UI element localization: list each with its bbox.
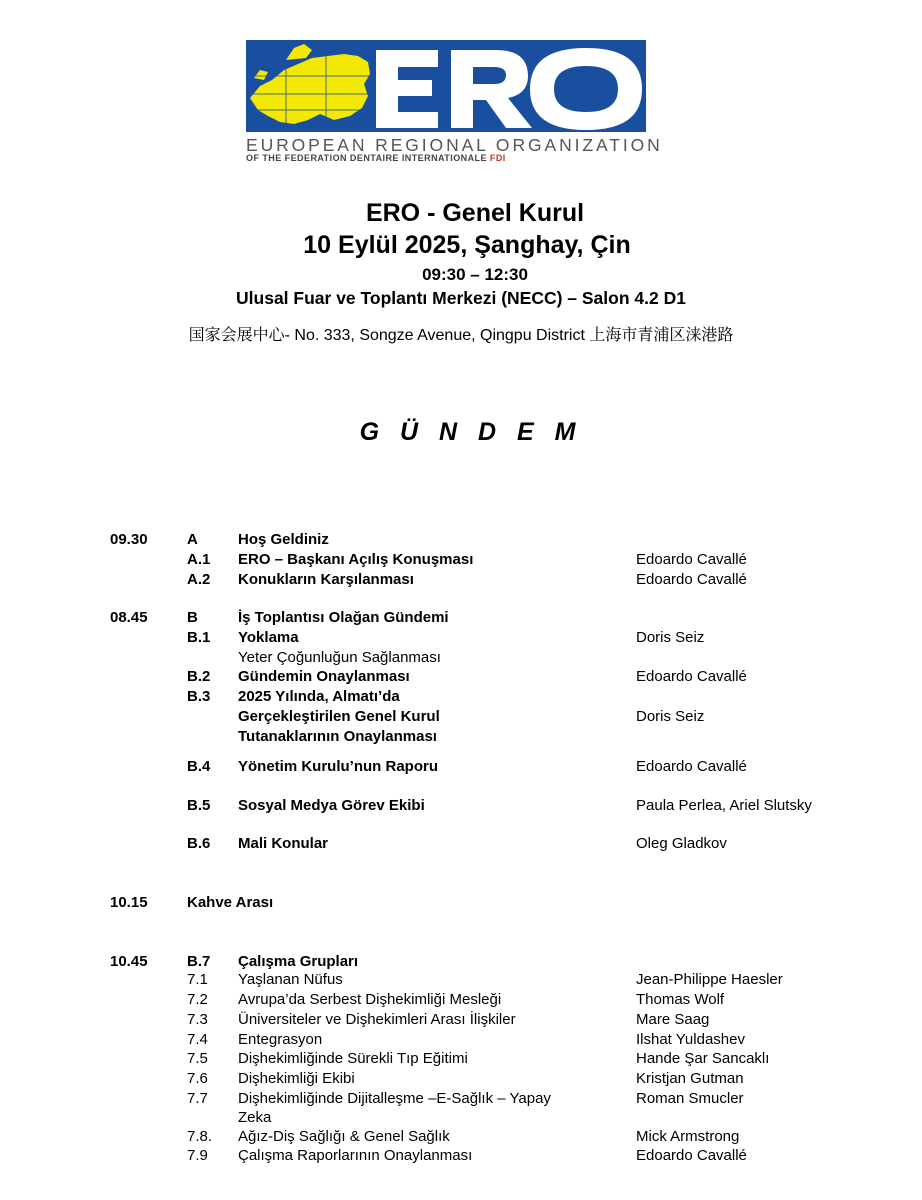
agenda-code: A — [187, 531, 198, 548]
agenda-title: Çalışma Raporlarının Onaylanması — [238, 1147, 473, 1164]
agenda-title: Yaşlanan Nüfus — [238, 971, 343, 988]
agenda-code: 7.8. — [187, 1128, 213, 1145]
agenda-presenter: Edoardo Cavallé — [636, 758, 747, 775]
agenda-code: 7.7 — [187, 1090, 208, 1107]
agenda-title: Ağız-Diş Sağlığı & Genel Sağlık — [238, 1128, 450, 1145]
venue: Ulusal Fuar ve Toplantı Merkezi (NECC) – Salon 4.2 D1 — [236, 288, 686, 308]
agenda-row — [0, 796, 922, 816]
agenda-title: İş Toplantısı Olağan Gündemi — [238, 609, 449, 626]
agenda-code: 7.1 — [187, 971, 208, 988]
agenda-code: 7.2 — [187, 991, 208, 1008]
agenda-row — [0, 1089, 922, 1109]
agenda-presenter: Paula Perlea, Ariel Slutsky — [636, 797, 812, 814]
agenda-row — [0, 893, 922, 913]
agenda-title: Zeka — [238, 1109, 272, 1126]
agenda-code: B.3 — [187, 688, 211, 705]
agenda-code: B.6 — [187, 835, 211, 852]
agenda-presenter: Doris Seiz — [636, 629, 705, 646]
agenda-row — [0, 1108, 922, 1128]
agenda-presenter: Hande Şar Sancaklı — [636, 1050, 770, 1067]
address: 国家会展中心- No. 333, Songze Avenue, Qingpu District 上海市青浦区涞港路 — [188, 327, 734, 344]
agenda-row — [0, 834, 922, 854]
agenda-row — [0, 727, 922, 747]
agenda-presenter: Edoardo Cavallé — [636, 571, 747, 588]
agenda-time: 10.15 — [110, 894, 148, 911]
agenda-title: Avrupa’da Serbest Dişhekimliği Mesleği — [238, 991, 502, 1008]
agenda-code: B.4 — [187, 758, 211, 775]
agenda-presenter: Edoardo Cavallé — [636, 668, 747, 685]
agenda-row — [0, 1146, 922, 1166]
agenda-row — [0, 608, 922, 628]
agenda-row — [0, 1127, 922, 1147]
agenda-code: 7.3 — [187, 1011, 208, 1028]
agenda-code: 7.6 — [187, 1070, 208, 1087]
agenda-presenter: Edoardo Cavallé — [636, 551, 747, 568]
agenda-row — [0, 970, 922, 990]
agenda-row — [0, 990, 922, 1010]
agenda-title: 2025 Yılında, Almatı’da — [238, 688, 400, 705]
agenda-code: B — [187, 609, 198, 626]
agenda-title: Gündemin Onaylanması — [238, 668, 410, 685]
agenda-row — [0, 667, 922, 687]
org-subname — [246, 153, 506, 163]
agenda-presenter: Edoardo Cavallé — [636, 1147, 747, 1164]
agenda-title: Gerçekleştirilen Genel Kurul — [238, 708, 440, 725]
agenda-row — [0, 707, 922, 727]
agenda-code: 7.9 — [187, 1147, 208, 1164]
agenda-title: ERO – Başkanı Açılış Konuşması — [238, 551, 474, 568]
agenda-row — [0, 1030, 922, 1050]
agenda-presenter: Mick Armstrong — [636, 1128, 740, 1145]
agenda-row — [0, 1069, 922, 1089]
agenda-code: A.1 — [187, 551, 211, 568]
agenda-title: Yeter Çoğunluğun Sağlanması — [238, 649, 441, 666]
ero-logo-graphic — [246, 40, 646, 135]
agenda-title: Üniversiteler ve Dişhekimleri Arası İlişkiler — [238, 1011, 516, 1028]
agenda-presenter: Mare Saag — [636, 1011, 710, 1028]
agenda-presenter: Thomas Wolf — [636, 991, 725, 1008]
agenda-row — [0, 1049, 922, 1069]
agenda-title: Sosyal Medya Görev Ekibi — [238, 797, 425, 814]
agenda-code: 7.5 — [187, 1050, 208, 1067]
agenda-row — [0, 757, 922, 777]
fdi-mark: FDI — [489, 153, 506, 163]
agenda-row — [0, 952, 922, 972]
agenda-row — [0, 1010, 922, 1030]
agenda-row — [0, 570, 922, 590]
date-place: 10 Eylül 2025, Şanghay, Çin — [303, 231, 631, 259]
agenda-presenter: Oleg Gladkov — [636, 835, 727, 852]
agenda-title: Yoklama — [238, 629, 299, 646]
agenda-presenter: Jean-Philippe Haesler — [636, 971, 783, 988]
agenda-presenter: Doris Seiz — [636, 708, 705, 725]
ero-logo — [246, 40, 663, 165]
meeting-time: 09:30 – 12:30 — [422, 265, 528, 284]
agenda-time: 09.30 — [110, 531, 148, 548]
agenda-title: Mali Konular — [238, 835, 329, 852]
org-subname-text: OF THE FEDERATION DENTAIRE INTERNATIONALE — [246, 153, 487, 163]
agenda-title: Entegrasyon — [238, 1031, 323, 1048]
agenda-title: Yönetim Kurulu’nun Raporu — [238, 758, 438, 775]
agenda-heading: G Ü N D E M — [359, 418, 583, 446]
agenda-code: Kahve Arası — [187, 894, 274, 911]
agenda-row — [0, 530, 922, 550]
agenda-presenter: Kristjan Gutman — [636, 1070, 744, 1087]
document-title: ERO - Genel Kurul — [365, 199, 585, 227]
agenda-code: A.2 — [187, 571, 211, 588]
agenda-code: B.1 — [187, 629, 211, 646]
org-name: EUROPEAN REGIONAL ORGANIZATION — [246, 135, 663, 155]
agenda-code: 7.4 — [187, 1031, 208, 1048]
agenda-title: Dişhekimliğinde Sürekli Tıp Eğitimi — [238, 1050, 468, 1067]
agenda-title: Çalışma Grupları — [238, 953, 359, 970]
agenda-time: 10.45 — [110, 953, 148, 970]
agenda-presenter: Ilshat Yuldashev — [636, 1031, 745, 1048]
agenda-time: 08.45 — [110, 609, 148, 626]
agenda-row — [0, 628, 922, 648]
agenda-title: Konukların Karşılanması — [238, 571, 414, 588]
agenda-presenter: Roman Smucler — [636, 1090, 744, 1107]
agenda-code: B.5 — [187, 797, 211, 814]
agenda-title: Dişhekimliği Ekibi — [238, 1070, 355, 1087]
agenda-row — [0, 550, 922, 570]
agenda-code: B.7 — [187, 953, 211, 970]
agenda-title: Tutanaklarının Onaylanması — [238, 728, 437, 745]
agenda-row — [0, 687, 922, 707]
agenda-title: Hoş Geldiniz — [238, 531, 329, 548]
agenda-code: B.2 — [187, 668, 211, 685]
agenda-row — [0, 648, 922, 668]
agenda-title: Dişhekimliğinde Dijitalleşme –E-Sağlık – Yapay — [238, 1090, 551, 1107]
